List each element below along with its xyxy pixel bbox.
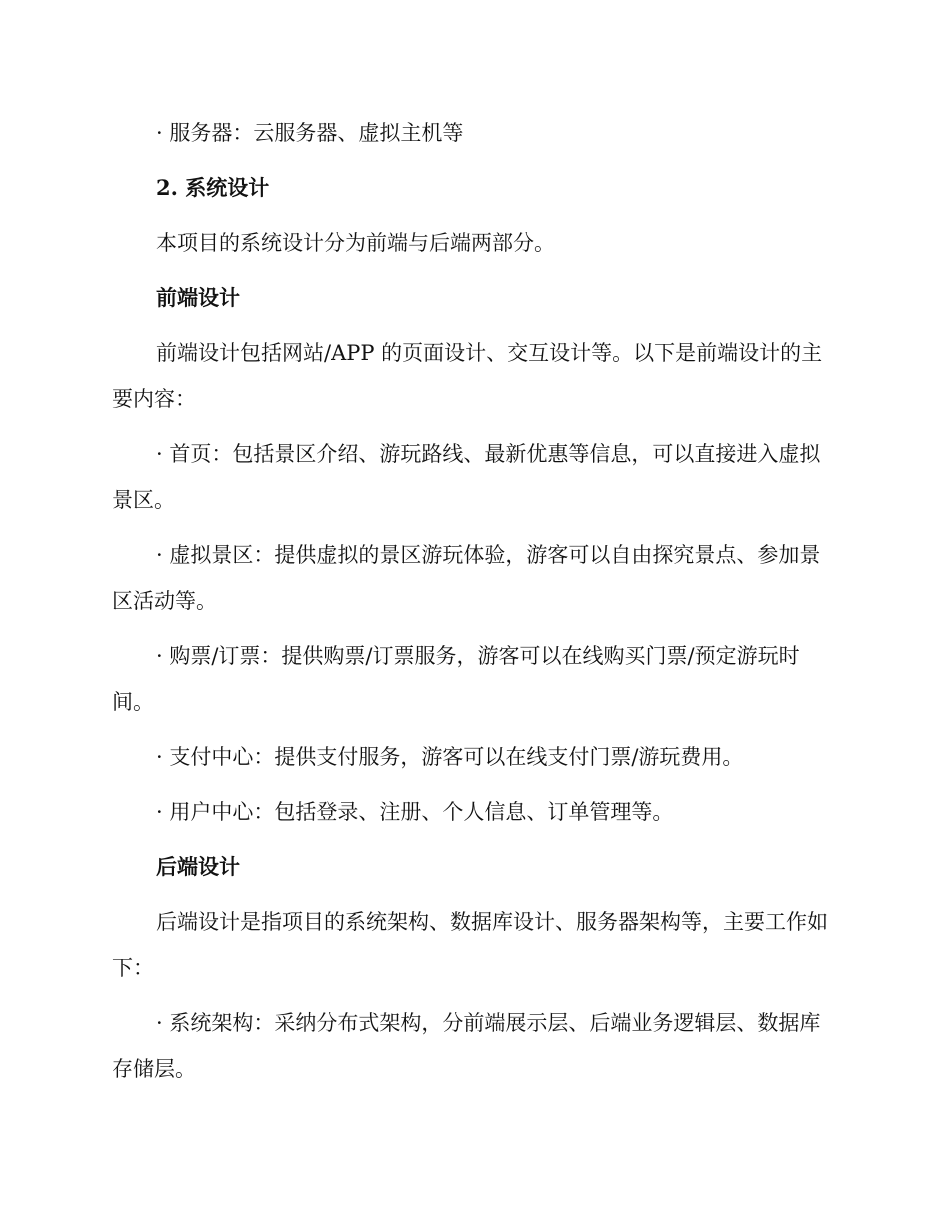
bullet-system-architecture: · 系统架构：采纳分布式架构，分前端展示层、后端业务逻辑层、数据库存储层。 bbox=[112, 1011, 821, 1081]
bullet-homepage: · 首页：包括景区介绍、游玩路线、最新优惠等信息，可以直接进入虚拟景区。 bbox=[112, 442, 821, 512]
paragraph-backend-intro: 后端设计是指项目的系统架构、数据库设计、服务器架构等，主要工作如下： bbox=[112, 910, 828, 980]
subheading-frontend-design: 前端设计 bbox=[156, 285, 240, 310]
subheading-backend-design: 后端设计 bbox=[156, 854, 240, 879]
paragraph-system-design-intro: 本项目的系统设计分为前端与后端两部分。 bbox=[156, 231, 555, 255]
paragraph-frontend-intro: 前端设计包括网站/APP 的页面设计、交互设计等。以下是前端设计的主要内容： bbox=[112, 341, 823, 411]
bullet-virtual-scenic: · 虚拟景区：提供虚拟的景区游玩体验，游客可以自由探究景点、参加景区活动等。 bbox=[112, 543, 821, 613]
bullet-payment-center: · 支付中心：提供支付服务，游客可以在线支付门票/游玩费用。 bbox=[156, 745, 744, 769]
document-body bbox=[112, 110, 832, 1092]
bullet-server: · 服务器：云服务器、虚拟主机等 bbox=[156, 121, 464, 145]
section-heading-system-design: 2. 系统设计 bbox=[156, 175, 270, 200]
bullet-user-center: · 用户中心：包括登录、注册、个人信息、订单管理等。 bbox=[156, 800, 674, 824]
bullet-ticketing: · 购票/订票：提供购票/订票服务，游客可以在线购买门票/预定游玩时间。 bbox=[112, 644, 800, 714]
